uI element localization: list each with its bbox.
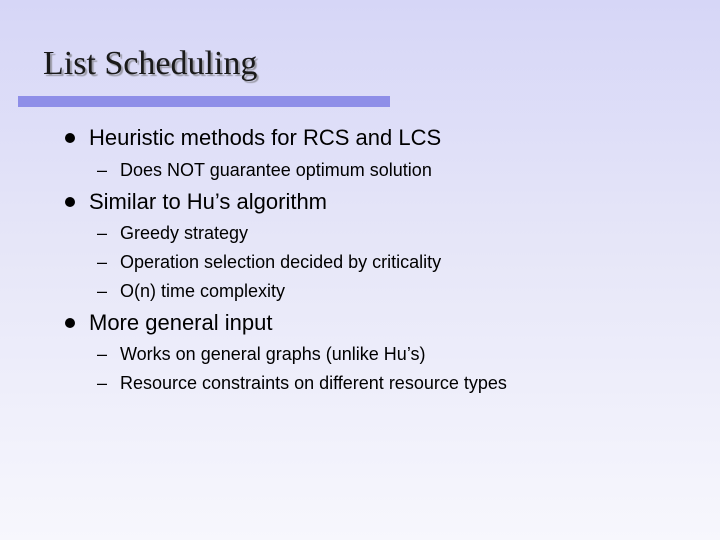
dash-icon: – [97, 160, 108, 180]
dash-icon: – [97, 281, 108, 301]
dash-icon: – [97, 223, 108, 243]
sub-bullet-text: Greedy strategy [120, 223, 249, 243]
sub-bullet-text: Resource constraints on different resource types [120, 373, 507, 393]
dash-icon: – [97, 344, 108, 364]
dash-icon: – [97, 252, 108, 272]
sub-bullet-text: Operation selection decided by criticality [120, 252, 442, 272]
bullet-item: Heuristic methods for RCS and LCS [89, 125, 442, 150]
bullet-item: More general input [89, 310, 273, 335]
bullet-item: Similar to Hu’s algorithm [89, 189, 328, 214]
bullet-dot-icon [65, 318, 75, 328]
title-underline [18, 96, 390, 107]
sub-bullet-text: Does NOT guarantee optimum solution [120, 160, 432, 180]
bullet-dot-icon [65, 133, 75, 143]
dash-icon: – [97, 373, 108, 393]
sub-bullet-text: Works on general graphs (unlike Hu’s) [120, 344, 426, 364]
bullet-dot-icon [65, 197, 75, 207]
sub-bullet-text: O(n) time complexity [120, 281, 286, 301]
slide-title: List Scheduling [43, 45, 258, 82]
